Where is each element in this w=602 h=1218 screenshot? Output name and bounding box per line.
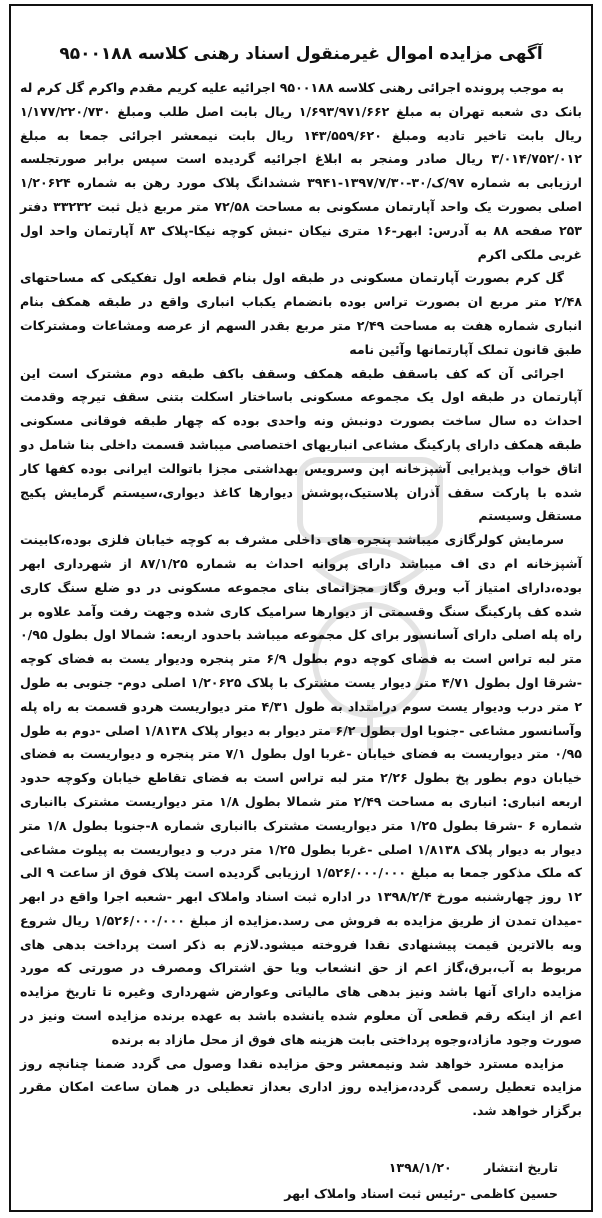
signature-line: حسین کاظمی -رئیس ثبت اسناد واملاک ابهر — [284, 1186, 558, 1201]
publication-date-line — [361, 1160, 558, 1175]
notice-paragraph-3: اجرائی آن که کف باسقف طبقه همکف وسقف باکف طبقه دوم مشترک است این آپارتمان در طبقه اول یک مجموعه مسکونی باساختار اسکلت بتنی سقف تیرچه وقدمت احداث ده سال ساخت بصورت دونبش ونه واحدی بوده که چهار طبقه فوقانی مسکونی طبقه همکف دارای پارکینگ مشاعی انباریهای اختصاصی میباشد قسمت داخلی بنا شامل دو اتاق خواب وپذیرایی آشپزخانه اپن وسرویس بهداشتی مجزا باتوالت ایرانی بوده کفها کار شده با پارکت سقف آذران پلاستیک،پوشش دیوارها کاغذ دیواری،سیستم گرمایش پکیج مستقل وسیستم — [20, 365, 582, 524]
notice-paragraph-5: مزایده مسترد خواهد شد ونیمعشر وحق مزایده نقدا وصول می گردد ضمنا چنانچه روز مزایده تعطیل رسمی گردد،مزایده روز اداری بعداز تعطیلی در همان ساعت امکان مقرر برگزار خواهد شد. — [20, 1055, 582, 1119]
notice-paragraph-1: به موجب پرونده اجرائی رهنی کلاسه ۹۵۰۰۱۸۸ اجرائیه علیه کریم مقدم واکرم گل کرم له بانک دی شعبه تهران به مبلغ ۱/۶۹۳/۹۷۱/۶۶۲ ریال بابت اصل طلب ومبلغ ۱/۱۷۷/۲۲۰/۷۳۰ ریال بابت تاخیر تادیه ومبلغ ۱۴۳/۵۵۹/۶۲۰ ریال بابت نیمعشر اجرائی جمعا به مبلغ ۳/۰۱۴/۷۵۲/۰۱۲ ریال صادر ومنجر به ابلاغ اجرائیه گردیده است سپس برابر صورتجلسه ارزیابی به شماره ۹۷/ک/۳۰-۱۳۹۷/۷/۳۰-۳۹۴۱ ششدانگ پلاک مورد رهن به شماره ۱/۲۰۶۲۴ اصلی بصورت یک واحد آپارتمان مسکونی به مساحت ۷۲/۵۸ متر مربع ذیل ثبت ۳۳۲۳۲ دفتر ۲۵۳ صفحه ۸۸ به آدرس: ابهر-۱۶ متری نیکان -نبش کوچه نیکا-پلاک ۸۳ آپارتمان واحد اول غربی ملکی اکرم — [20, 80, 582, 262]
notice-body — [20, 76, 582, 1123]
notice-title: آگهی مزایده اموال غیرمنقول اسناد رهنی کلاسه ۹۵۰۰۱۸۸ — [59, 44, 543, 64]
publication-date-label: تاریخ انتشار — [484, 1160, 558, 1175]
notice-paragraph-4: سرمایش کولرگازی میباشد پنجره های داخلی مشرف به کوچه خیابان فلزی بوده،کابینت آشپزخانه ام دی اف میباشد دارای پروانه احداث به شماره ۸۷/۱/۲۵ از شهرداری ابهر بوده،دارای امتیاز آب وبرق وگاز مجزانمای بنای مجموعه مسکونی در دو ضلع سنگ کاری شده کف پارکینگ سنگ وقسمتی از دیوارها سرامیک کاری شده وجهت رفت وآمد علاوه بر راه پله اصلی دارای آسانسور برای کل مجموعه میباشد باحدود اربعه: شمالا اول بطول ۰/۹۵ متر لبه تراس است به فضای کوچه دوم بطول ۶/۹ متر پنجره ودیوار یست به فضای کوچه -شرقا اول بطول ۴/۷۱ متر دیوار یست مشترک با پلاک ۱/۲۰۶۲۵ اصلی دوم- جنوبی به طول ۲ متر درب ودیوار یست سوم درامتداد به طول ۴/۳۱ متر دیواریست هردو قسمت به راه پله وآسانسور مشاعی -جنوبا اول بطول ۶/۲ متر دیوار به دیوار پلاک ۱/۸۱۳۸ اصلی -دوم به طول ۰/۹۵ متر دیواریست به فضای خیابان -غربا اول بطول ۷/۱ متر پنجره و دیواریست به فضای خیابان دوم بطور پخ بطول ۲/۲۶ متر لبه تراس است به فضای تقاطع خیابان وکوچه حدود اربعه انباری: انباری به مساحت ۲/۴۹ متر شمالا بطول ۱/۸ متر دیواریست مشترک باانباری شماره ۶ -شرقا بطول ۱/۲۵ متر دیواریست مشترک باانباری شماره ۸-جنوبا بطول ۱/۸ متر دیوار به دیوار پلاک ۱/۸۱۳۸ اصلی -غربا بطول ۱/۲۵ متر درب و دیواریست به پیلوت مشاعی که ملک مذکور جمعا به مبلغ ۱/۵۲۶/۰۰۰/۰۰۰ ارزیابی گردیده است پلاک فوق از ساعت ۹ الی ۱۲ روز چهارشنبه مورخ ۱۳۹۸/۲/۴ در اداره ثبت اسناد واملاک ابهر -شعبه اجرا واقع در ابهر -میدان تمدن از طریق مزایده به فروش می رسد.مزایده از مبلغ ۱/۵۲۶/۰۰۰/۰۰۰ ریال شروع وبه بالاترین قیمت پیشنهادی نقدا فروخته میشود.لازم به ذکر است پرداخت بدهی های مربوط به آب،برق،گاز اعم از حق انشعاب ویا حق اشتراک ومصرف در صورتی که مورد مزایده دارای آنها باشد ونیز بدهی های مالیاتی وعوارض شهرداری وغیره تا تاریخ مزایده اعم از اینکه رقم قطعی آن معلوم شده یانشده باشد به عهده برنده مزایده است ونیز در صورت وجود مازاد،وجوه پرداختی بابت هزینه های فوق از محل مازاد به برنده — [20, 532, 582, 1047]
notice-paragraph-2: گل کرم بصورت آپارتمان مسکونی در طبقه اول بنام قطعه اول تفکیکی که مساحتهای ۲/۴۸ متر مربع ان بصورت تراس بوده بانضمام یکباب انباری واقع در طبقه همکف بنام انباری شماره هفت به مساحت ۲/۴۹ متر مربع بقدر السهم از عرصه ومشاعات ومشترکات طبق قانون تملک آپارتمانها وآئین نامه — [20, 270, 582, 357]
publication-date-value: ۱۳۹۸/۱/۲۰ — [388, 1160, 452, 1175]
